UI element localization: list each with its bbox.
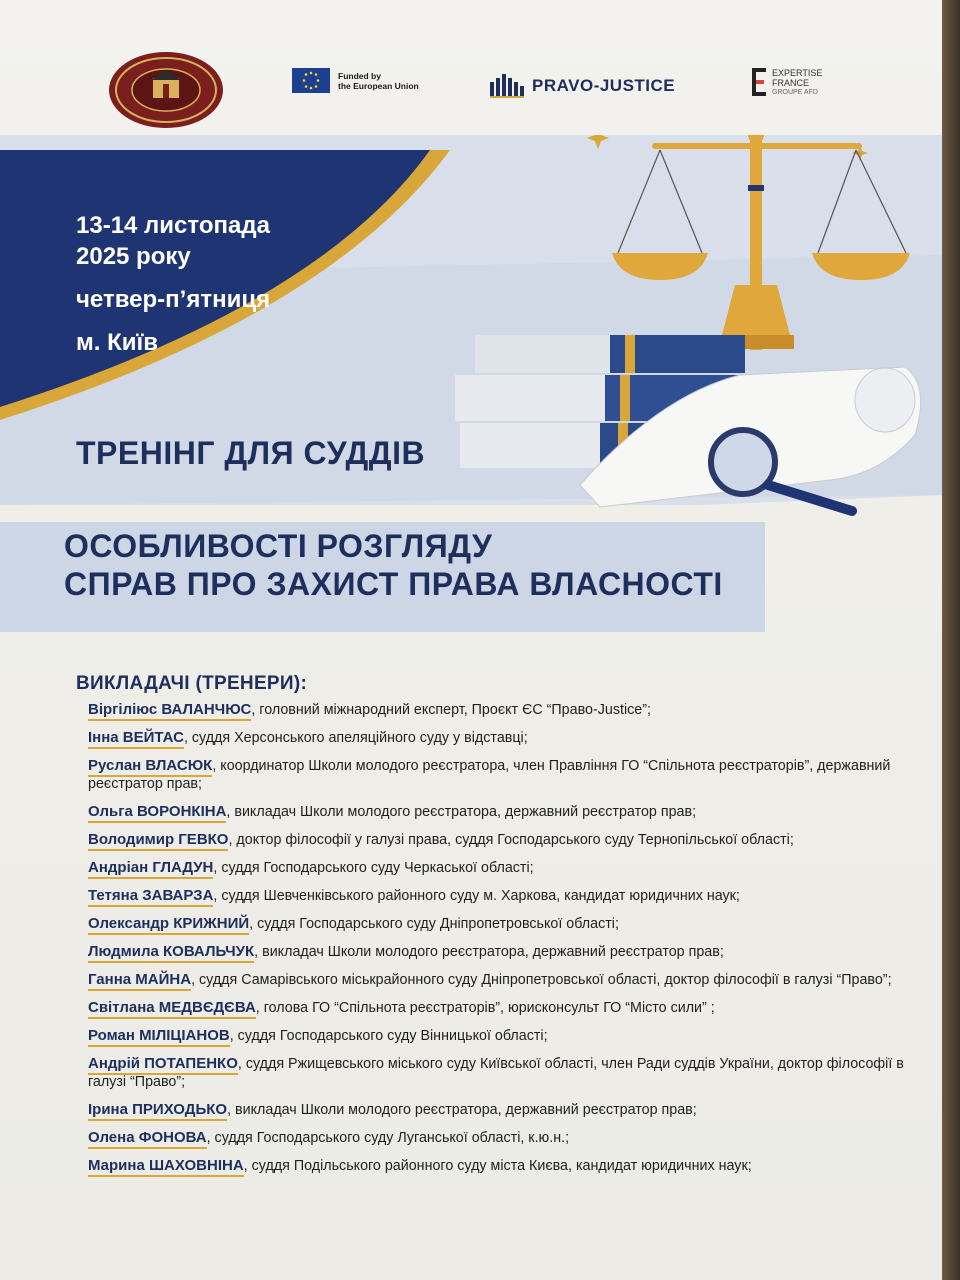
training-topic <box>64 527 723 603</box>
trainer-entry <box>88 971 916 999</box>
trainer-name: Ольга ВОРОНКІНА <box>88 803 226 823</box>
background-edge <box>942 0 960 1280</box>
event-year: 2025 року <box>76 243 191 270</box>
pravo-justice-logo <box>490 74 675 98</box>
trainer-name: Марина ШАХОВНІНА <box>88 1157 244 1177</box>
event-info <box>76 210 270 358</box>
trainer-description: , суддя Ржищевського міського суду Київської області, член Ради суддів України, доктор філософії в галузі “Право”; <box>88 1056 904 1090</box>
trainer-description: , координатор Школи молодого реєстратора, член Правління ГО “Спільнота реєстраторів”, державний реєстратор прав; <box>88 758 891 792</box>
trainer-description: , суддя Господарського суду Вінницької області; <box>229 1028 548 1044</box>
trainer-entry <box>88 943 916 971</box>
trainer-entry <box>88 915 916 943</box>
trainer-name: Олександр КРИЖНИЙ <box>88 915 249 935</box>
trainer-entry <box>88 701 916 729</box>
trainer-entry <box>88 1055 916 1101</box>
trainer-entry <box>88 1027 916 1055</box>
trainer-entry <box>88 999 916 1027</box>
trainer-name: Роман МІЛІЦІАНОВ <box>88 1027 230 1047</box>
trainer-description: , суддя Господарського суду Луганської області, к.ю.н.; <box>206 1130 570 1146</box>
event-days: четвер-п’ятниця <box>76 286 271 313</box>
trainer-name: Світлана МЕДВЄДЄВА <box>88 999 256 1019</box>
trainer-description: , суддя Господарського суду Дніпропетровської області; <box>249 916 619 932</box>
trainer-entry <box>88 1157 916 1185</box>
trainer-description: , викладач Школи молодого реєстратора, державний реєстратор прав; <box>227 1102 697 1118</box>
expertise-line3: GROUPE AFD <box>772 89 818 96</box>
trainer-entry <box>88 1129 916 1157</box>
trainer-entry <box>88 831 916 859</box>
trainer-description: , викладач Школи молодого реєстратора, державний реєстратор прав; <box>226 804 697 820</box>
trainer-description: , доктор філософії у галузі права, суддя Господарського суду Тернопільської області; <box>228 832 794 848</box>
trainer-description: , викладач Школи молодого реєстратора, державний реєстратор прав; <box>254 944 724 960</box>
training-title: ТРЕНІНГ ДЛЯ СУДДІВ <box>76 435 426 471</box>
expertise-france-logo <box>752 68 822 98</box>
trainer-name: Людмила КОВАЛЬЧУК <box>88 943 254 963</box>
trainer-entry <box>88 859 916 887</box>
trainer-entry <box>88 757 916 803</box>
trainer-description: , суддя Подільського районного суду міста Києва, кандидат юридичних наук; <box>243 1158 752 1174</box>
trainer-entry <box>88 887 916 915</box>
school-seal-logo <box>107 50 225 130</box>
trainer-name: Ганна МАЙНА <box>88 971 191 991</box>
trainer-name: Тетяна ЗАВАРЗА <box>88 887 213 907</box>
logo-row <box>0 40 945 130</box>
eu-funded-line1: Funded by <box>338 70 381 81</box>
trainer-name: Андрій ПОТАПЕНКО <box>88 1055 238 1075</box>
trainers-section <box>76 673 916 1185</box>
trainer-name: Андріан ГЛАДУН <box>88 859 213 879</box>
trainer-name: Віргіліюс ВАЛАНЧЮС <box>88 701 251 721</box>
trainer-description: , голова ГО “Спільнота реєстраторів”, юрисконсульт ГО “Місто сили” ; <box>255 1000 715 1016</box>
trainer-entry <box>88 803 916 831</box>
pravo-justice-text: PRAVO-JUSTICE <box>532 76 676 95</box>
trainer-name: Володимир ГЕВКО <box>88 831 228 851</box>
trainer-description: , суддя Господарського суду Черкаської області; <box>213 860 534 876</box>
topic-line-1: ОСОБЛИВОСТІ РОЗГЛЯДУ <box>64 528 493 564</box>
trainer-name: Олена ФОНОВА <box>88 1129 207 1149</box>
event-city: м. Київ <box>76 329 158 356</box>
expertise-line2: FRANCE <box>772 78 810 88</box>
expertise-france-mark-icon <box>752 68 766 96</box>
expertise-line1: EXPERTISE <box>772 68 823 78</box>
event-dates: 13-14 листопада <box>76 212 270 239</box>
trainer-description: , головний міжнародний експерт, Проєкт ЄС “Право-Justice”; <box>251 702 651 718</box>
trainer-description: , суддя Самарівського міськрайонного суду Дніпропетровської області, доктор філософії в галузі “Право”; <box>191 972 892 988</box>
trainer-entry <box>88 1101 916 1129</box>
building-icon <box>490 74 524 98</box>
eu-funding-logo <box>292 68 419 93</box>
topic-line-2: СПРАВ ПРО ЗАХИСТ ПРАВА ВЛАСНОСТІ <box>64 566 723 602</box>
trainer-entry <box>88 729 916 757</box>
trainer-description: , суддя Шевченківського районного суду м. Харкова, кандидат юридичних наук; <box>213 888 740 904</box>
trainers-heading: ВИКЛАДАЧІ (ТРЕНЕРИ): <box>76 673 308 694</box>
hero-section <box>0 135 945 635</box>
trainer-list <box>76 701 916 1185</box>
trainer-description: , суддя Херсонського апеляційного суду у відставці; <box>183 730 528 746</box>
eu-flag-icon <box>292 68 330 93</box>
trainer-name: Ірина ПРИХОДЬКО <box>88 1101 227 1121</box>
eu-funded-line2: the European Union <box>338 80 419 91</box>
trainer-name: Інна ВЕЙТАС <box>88 729 184 749</box>
trainer-name: Руслан ВЛАСЮК <box>88 757 212 777</box>
